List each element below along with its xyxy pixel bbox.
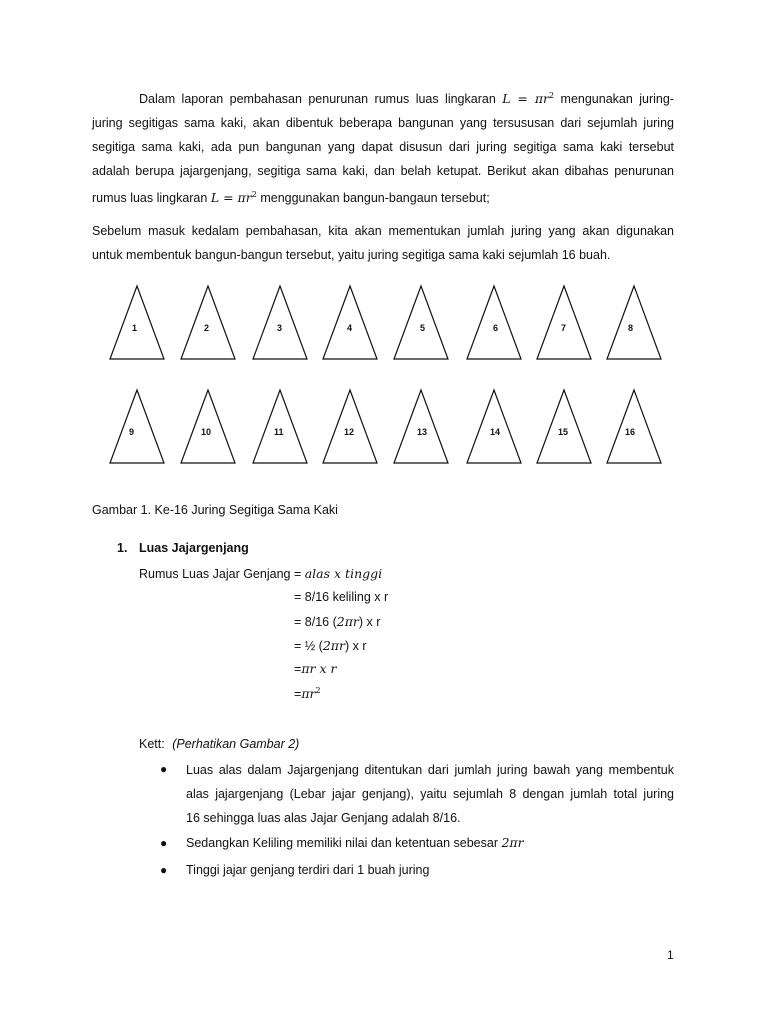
step-exponent: 2 — [315, 686, 321, 695]
bullet-item-3: Tinggi jajar genjang terdiri dari 1 buah juring — [186, 863, 430, 877]
triangle-label: 12 — [344, 427, 355, 437]
triangle-label: 4 — [347, 323, 353, 333]
triangle-label: 10 — [201, 427, 212, 437]
ket-row — [139, 737, 299, 751]
circle-area-formula-2: $L = \pi r^2$ — [210, 190, 257, 206]
intro-line-1 — [92, 84, 674, 111]
triangle-label: 7 — [561, 323, 567, 333]
figure-caption: Gambar 1. Ke-16 Juring Segitiga Sama Kaki — [92, 503, 338, 517]
step-math: 2πr — [336, 614, 359, 629]
bullet-1-line-1: Luas alas dalam Jajargenjang ditentukan dari jumlah juring bawah yang membentuk — [186, 763, 674, 777]
triangle-label: 14 — [490, 427, 501, 437]
intro-line-3: segitiga sama kaki, ada pun bangunan yang dapat disusun dari juring segitiga sama kaki tersebut — [92, 140, 674, 155]
derivation-step — [294, 590, 388, 604]
bullet-marker-1: ● — [160, 762, 168, 776]
derivation-step — [294, 638, 367, 653]
triangle-label: 11 — [274, 427, 284, 437]
step-math: πr x r — [301, 661, 337, 676]
bullet-1-line-2: alas jajargenjang (Lebar jajar genjang), yaitu sejumlah 8 dengan jumlah total juring — [186, 787, 674, 801]
triangle-6 — [467, 286, 521, 359]
bullet-marker-2: ● — [160, 836, 168, 850]
triangle-8 — [607, 286, 661, 359]
triangle-label: 16 — [625, 427, 636, 437]
step-math: πr — [301, 686, 316, 702]
bullet-2-text: Sedangkan Keliling memiliki nilai dan ketentuan sebesar — [186, 836, 498, 850]
step-equals: = — [294, 662, 302, 676]
step-suffix: ) x r — [358, 615, 381, 629]
triangle-5 — [394, 286, 448, 359]
triangle-16 — [607, 390, 661, 463]
bullet-item-2 — [186, 831, 674, 855]
triangle-1 — [110, 286, 164, 359]
triangle-14 — [467, 390, 521, 463]
intro-line-4: adalah berupa jajargenjang, segitiga sama kaki, dan belah ketupat. Berikut akan dibahas penurunan — [92, 164, 674, 179]
triangle-2 — [181, 286, 235, 359]
intro-line-1-end: mengunakan juring- — [560, 92, 674, 107]
intro-paragraph — [92, 84, 674, 210]
page-number: 1 — [667, 948, 674, 962]
ket-note: (Perhatikan Gambar 2) — [172, 737, 300, 751]
derivation-step — [294, 614, 380, 629]
intro-line-2: juring segitigas sama kaki, akan dibentuk beberapa bangunan yang tersususan dari sejumlah juring — [92, 116, 674, 131]
triangle-15 — [537, 390, 591, 463]
section-title: Luas Jajargenjang — [139, 541, 249, 555]
triangle-12 — [323, 390, 377, 463]
triangle-3 — [253, 286, 307, 359]
triangle-13 — [394, 390, 448, 463]
step-text: 8/16 ( — [304, 615, 337, 629]
triangle-label: 8 — [628, 323, 634, 333]
formula-expression: alas x tinggi — [304, 566, 383, 581]
triangle-label: 3 — [277, 323, 283, 333]
step-text: ½ ( — [304, 639, 323, 653]
triangle-9 — [110, 390, 164, 463]
bullet-2-math: 2πr — [501, 835, 524, 850]
triangle-label: 15 — [558, 427, 569, 437]
derivation-step — [294, 661, 336, 676]
triangle-label: 9 — [129, 427, 135, 437]
formula-row — [139, 566, 382, 581]
triangle-11 — [253, 390, 307, 463]
bullet-1-line-3: 16 sehingga luas alas Jajar Genjang adalah 8/16. — [186, 811, 461, 825]
circle-area-formula: $L = \pi r^2$ — [502, 91, 555, 107]
intro-line-1-text: Dalam laporan pembahasan penurunan rumus luas lingkaran — [139, 92, 496, 107]
intro-line-5: rumus luas lingkaran $L = \pi r^2$ menggunakan bangun-bangaun tersebut; — [92, 190, 490, 206]
step-equals: = — [294, 615, 305, 629]
bullet-item-1 — [186, 758, 674, 830]
derivation-step — [294, 686, 321, 701]
step-suffix: ) x r — [345, 639, 367, 653]
second-line-2: untuk membentuk bangun-bangun tersebut, yaitu juring segitiga sama kaki sejumlah 16 buah. — [92, 248, 611, 262]
triangle-label: 6 — [493, 323, 499, 333]
step-equals: = — [294, 687, 302, 702]
step-equals: = — [294, 639, 305, 653]
triangle-7 — [537, 286, 591, 359]
step-equals: = — [294, 590, 305, 604]
triangle-label: 1 — [132, 323, 138, 333]
triangle-shape — [110, 390, 164, 463]
triangle-label: 13 — [417, 427, 428, 437]
triangle-10 — [181, 390, 235, 463]
step-math: 2πr — [322, 638, 345, 653]
triangle-shape — [607, 286, 661, 359]
second-line-1: Sebelum masuk kedalam pembahasan, kita akan mementukan jumlah juring yang akan digunakan — [92, 224, 674, 238]
bullet-marker-3: ● — [160, 863, 168, 877]
triangles-figure — [0, 280, 768, 470]
triangle-4 — [323, 286, 377, 359]
formula-label: Rumus Luas Jajar Genjang = — [139, 567, 302, 581]
second-paragraph — [92, 219, 674, 267]
section-number: 1. — [117, 541, 128, 555]
triangle-label: 2 — [204, 323, 210, 333]
ket-label: Kett: — [139, 737, 165, 751]
triangle-label: 5 — [420, 323, 426, 333]
step-text: 8/16 keliling x r — [304, 590, 389, 604]
